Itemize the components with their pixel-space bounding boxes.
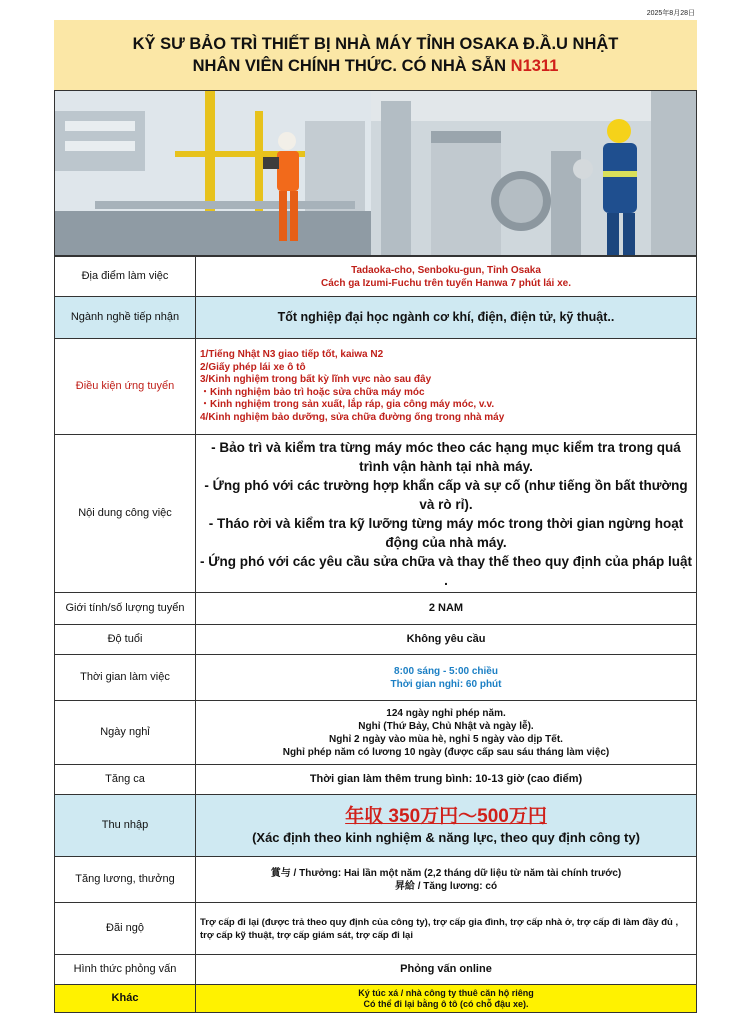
title-line-2 (54, 55, 697, 77)
holiday-item: 124 ngày nghỉ phép năm. (386, 707, 506, 719)
label-income: Thu nhập (55, 795, 196, 857)
label-age: Độ tuổi (55, 625, 196, 655)
row-holidays (55, 701, 697, 765)
factory-scene-left-illustration (55, 91, 371, 255)
worker-photo-right (371, 91, 696, 255)
holiday-item: Nghỉ phép năm có lương 10 ngày (được cấp sau sáu tháng làm việc) (282, 746, 610, 758)
value-conditions (196, 339, 697, 435)
row-overtime (55, 765, 697, 795)
row-hours (55, 655, 697, 701)
worker-photo-left (55, 91, 371, 255)
duty-item: - Tháo rời và kiểm tra kỹ lưỡng từng máy móc trong thời gian ngừng hoạt động của nhà máy. (208, 515, 684, 550)
row-gender (55, 593, 697, 625)
label-other: Khác (55, 985, 196, 1013)
raise-info: 昇給 / Tăng lương: có (394, 880, 498, 892)
location-access: Cách ga Izumi-Fuchu trên tuyến Hanwa 7 phút lái xe. (320, 277, 572, 289)
label-location: Địa điểm làm việc (55, 257, 196, 297)
row-duties (55, 435, 697, 593)
housing-info: Ký túc xá / nhà công ty thuê căn hộ riêng (358, 987, 534, 998)
factory-photo-banner (54, 90, 697, 256)
job-details-table (54, 256, 697, 1013)
work-hours: 8:00 sáng - 5:00 chiều (394, 665, 498, 677)
label-industry: Ngành nghề tiếp nhận (55, 297, 196, 339)
row-benefits (55, 903, 697, 955)
bonus-info: 賞与 / Thưởng: Hai lần một năm (2,2 tháng dữ liệu từ năm tài chính trước) (270, 867, 622, 879)
duty-item: - Bảo trì và kiểm tra từng máy móc theo các hạng mục kiểm tra trong quá trình vận hành tại nhà máy. (211, 439, 681, 474)
value-duties (196, 435, 697, 593)
value-income (196, 795, 697, 857)
factory-scene-right-illustration (371, 91, 696, 255)
title-line-2-text: NHÂN VIÊN CHÍNH THỨC. CÓ NHÀ SẴN (192, 57, 511, 75)
label-overtime: Tăng ca (55, 765, 196, 795)
commute-info: Có thể đi lại bằng ô tô (có chỗ đậu xe). (363, 998, 529, 1009)
row-other (55, 985, 697, 1013)
row-age (55, 625, 697, 655)
value-location (196, 257, 697, 297)
duty-item: - Ứng phó với các trường hợp khẩn cấp và sự cố (như tiếng ồn bất thường và rò rỉ). (204, 477, 688, 512)
duty-item: - Ứng phó với các yêu cầu sửa chữa và thay thế theo quy định của pháp luật . (200, 553, 692, 588)
value-other (196, 985, 697, 1013)
condition-item: 2/Giấy phép lái xe ô tô (200, 361, 306, 373)
condition-item: 3/Kinh nghiệm trong bất kỳ lĩnh vực nào sau đây (200, 374, 432, 385)
label-hours: Thời gian làm việc (55, 655, 196, 701)
row-interview (55, 955, 697, 985)
value-raise (196, 857, 697, 903)
row-income (55, 795, 697, 857)
value-interview: Phỏng vấn online (196, 955, 697, 985)
location-address: Tadaoka-cho, Senboku-gun, Tỉnh Osaka (351, 264, 541, 276)
value-age: Không yêu cầu (196, 625, 697, 655)
title-line-1: KỸ SƯ BẢO TRÌ THIẾT BỊ NHÀ MÁY TỈNH OSAKA Đ.Ầ.U NHẬT (132, 35, 619, 53)
value-hours (196, 655, 697, 701)
label-benefits: Đãi ngộ (55, 903, 196, 955)
condition-item: 1/Tiếng Nhật N3 giao tiếp tốt, kaiwa N2 (200, 349, 384, 360)
job-sheet (54, 20, 697, 1013)
value-benefits: Trợ cấp đi lại (được trả theo quy định của công ty), trợ cấp gia đình, trợ cấp nhà ở, trợ cấp đi làm đầy đủ , trợ cấp kỹ thuật, trợ cấp giám sát, trợ cấp đi lại (196, 903, 697, 955)
salary-note: (Xác định theo kinh nghiệm & năng lực, theo quy định công ty) (252, 829, 640, 845)
condition-item: ・Kinh nghiệm trong sản xuất, lắp ráp, gia công máy móc, v.v. (200, 399, 495, 410)
label-raise: Tăng lương, thưởng (55, 857, 196, 903)
condition-item: 4/Kinh nghiệm bảo dưỡng, sửa chữa đường ống trong nhà máy (200, 411, 505, 423)
break-time: Thời gian nghỉ: 60 phút (390, 678, 502, 690)
label-gender: Giới tính/số lượng tuyển (55, 593, 196, 625)
value-industry: Tốt nghiệp đại học ngành cơ khí, điện, điện tử, kỹ thuật.. (196, 297, 697, 339)
row-industry (55, 297, 697, 339)
label-holidays: Ngày nghỉ (55, 701, 196, 765)
value-holidays (196, 701, 697, 765)
condition-item: ・Kinh nghiệm bảo trì hoặc sửa chữa máy móc (200, 386, 425, 398)
document-date: 2025年8月28日 (646, 10, 695, 17)
row-location (55, 257, 697, 297)
row-raise (55, 857, 697, 903)
label-conditions: Điều kiện ứng tuyển (55, 339, 196, 435)
value-gender: 2 NAM (196, 593, 697, 625)
label-duties: Nội dung công việc (55, 435, 196, 593)
row-conditions (55, 339, 697, 435)
label-interview: Hình thức phỏng vấn (55, 955, 196, 985)
job-code: N1311 (510, 57, 559, 75)
job-title-header (54, 20, 697, 90)
annual-salary: 年収 350万円～500万円 (345, 805, 547, 827)
value-overtime: Thời gian làm thêm trung bình: 10-13 giờ (cao điểm) (196, 765, 697, 795)
holiday-item: Nghỉ 2 ngày vào mùa hè, nghỉ 5 ngày vào dịp Tết. (329, 733, 563, 745)
holiday-item: Nghỉ (Thứ Bảy, Chủ Nhật và ngày lễ). (358, 720, 534, 732)
